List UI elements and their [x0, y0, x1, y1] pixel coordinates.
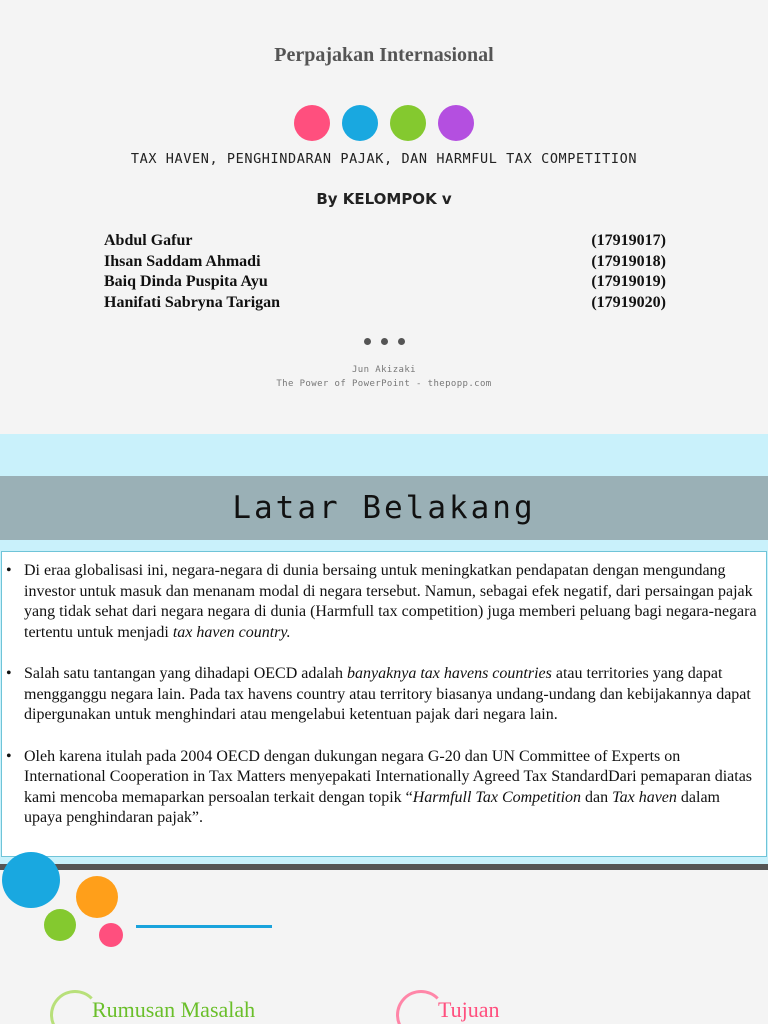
content-box	[1, 551, 767, 857]
member-name: Baiq Dinda Puspita Ayu	[104, 273, 268, 290]
bullet-text: Di eraa globalisasi ini, negara-negara di dunia bersaing untuk meningkatkan pendapatan dengan mengundang investor untuk masuk dan menanam modal di negara tersebut. Namun, sebagai efek negatif, dari persaingan pajak yang tidak sehat dari negara negara di dunia (Harmfull tax competition) juga memberi peluang bagi negara-negara tertentu untuk menjadi tax haven country.	[24, 562, 757, 641]
purple-dot	[438, 105, 474, 141]
member-name: Ihsan Saddam Ahmadi	[104, 252, 261, 270]
bullet-item	[6, 747, 762, 829]
blue-circle	[2, 852, 60, 908]
bullet-dot-icon: •	[6, 747, 12, 765]
ellipsis-dot	[398, 338, 405, 345]
orange-circle	[76, 876, 118, 918]
member-row	[104, 252, 666, 273]
slide-title: Latar Belakang	[232, 490, 536, 526]
credit-author: Jun Akizaki	[351, 365, 416, 375]
title-slide	[0, 0, 768, 434]
member-list	[104, 231, 666, 313]
bullet-item	[6, 561, 762, 643]
ellipsis-dot	[364, 338, 371, 345]
section-label-tujuan: Tujuan	[438, 997, 500, 1022]
bullet-dot-icon: •	[6, 562, 12, 579]
bullet-dot-icon: •	[6, 665, 12, 682]
ellipsis-icon	[0, 338, 768, 345]
presentation-topic: TAX HAVEN, PENGHINDARAN PAJAK, DAN HARMFUL TAX COMPETITION	[130, 151, 638, 167]
bullet-item	[6, 664, 762, 726]
green-circle	[44, 909, 76, 941]
member-row	[104, 293, 666, 314]
member-id: (17919019)	[591, 273, 666, 290]
member-name: Abdul Gafur	[104, 232, 193, 249]
member-row	[104, 231, 666, 252]
accent-line	[136, 925, 272, 928]
slide-banner	[0, 476, 768, 540]
color-dots	[0, 105, 768, 141]
member-id: (17919017)	[591, 232, 666, 249]
blue-dot	[342, 105, 378, 141]
bullet-text: Salah satu tantangan yang dihadapi OECD adalah banyaknya tax havens countries atau territories yang dapat mengganggu negara lain. Pada tax havens country atau territory biasanya undang-undang dan kebijakannya dapat dipergunakan untuk menghindari atau mengelabui ketentuan pajak dari negara lain.	[24, 665, 751, 723]
bullet-text: Oleh karena itulah pada 2004 OECD dengan dukungan negara G-20 dan UN Committee of Experts on International Cooperation in Tax Matters menyepakati Internationally Agreed Tax StandardDari pemaparan diatas kami mencoba memaparkan persoalan terkait dengan topik “Harmfull Tax Competition dan Tax haven dalam upaya penghindaran pajak”.	[24, 747, 753, 826]
background-slide	[0, 434, 768, 870]
credit-source: The Power of PowerPoint - thepopp.com	[276, 379, 492, 389]
section-label-rumusan: Rumusan Masalah	[92, 997, 256, 1022]
member-name: Hanifati Sabryna Tarigan	[104, 293, 281, 311]
pink-dot	[294, 105, 330, 141]
green-dot	[390, 105, 426, 141]
pink-circle	[99, 923, 123, 947]
member-row	[104, 272, 666, 293]
ellipsis-dot	[381, 338, 388, 345]
presentation-course-title: Perpajakan Internasional	[274, 44, 494, 66]
member-id: (17919020)	[591, 293, 666, 311]
next-slide	[0, 870, 768, 1024]
member-id: (17919018)	[591, 252, 666, 270]
group-name: By KELOMPOK v	[316, 190, 452, 208]
